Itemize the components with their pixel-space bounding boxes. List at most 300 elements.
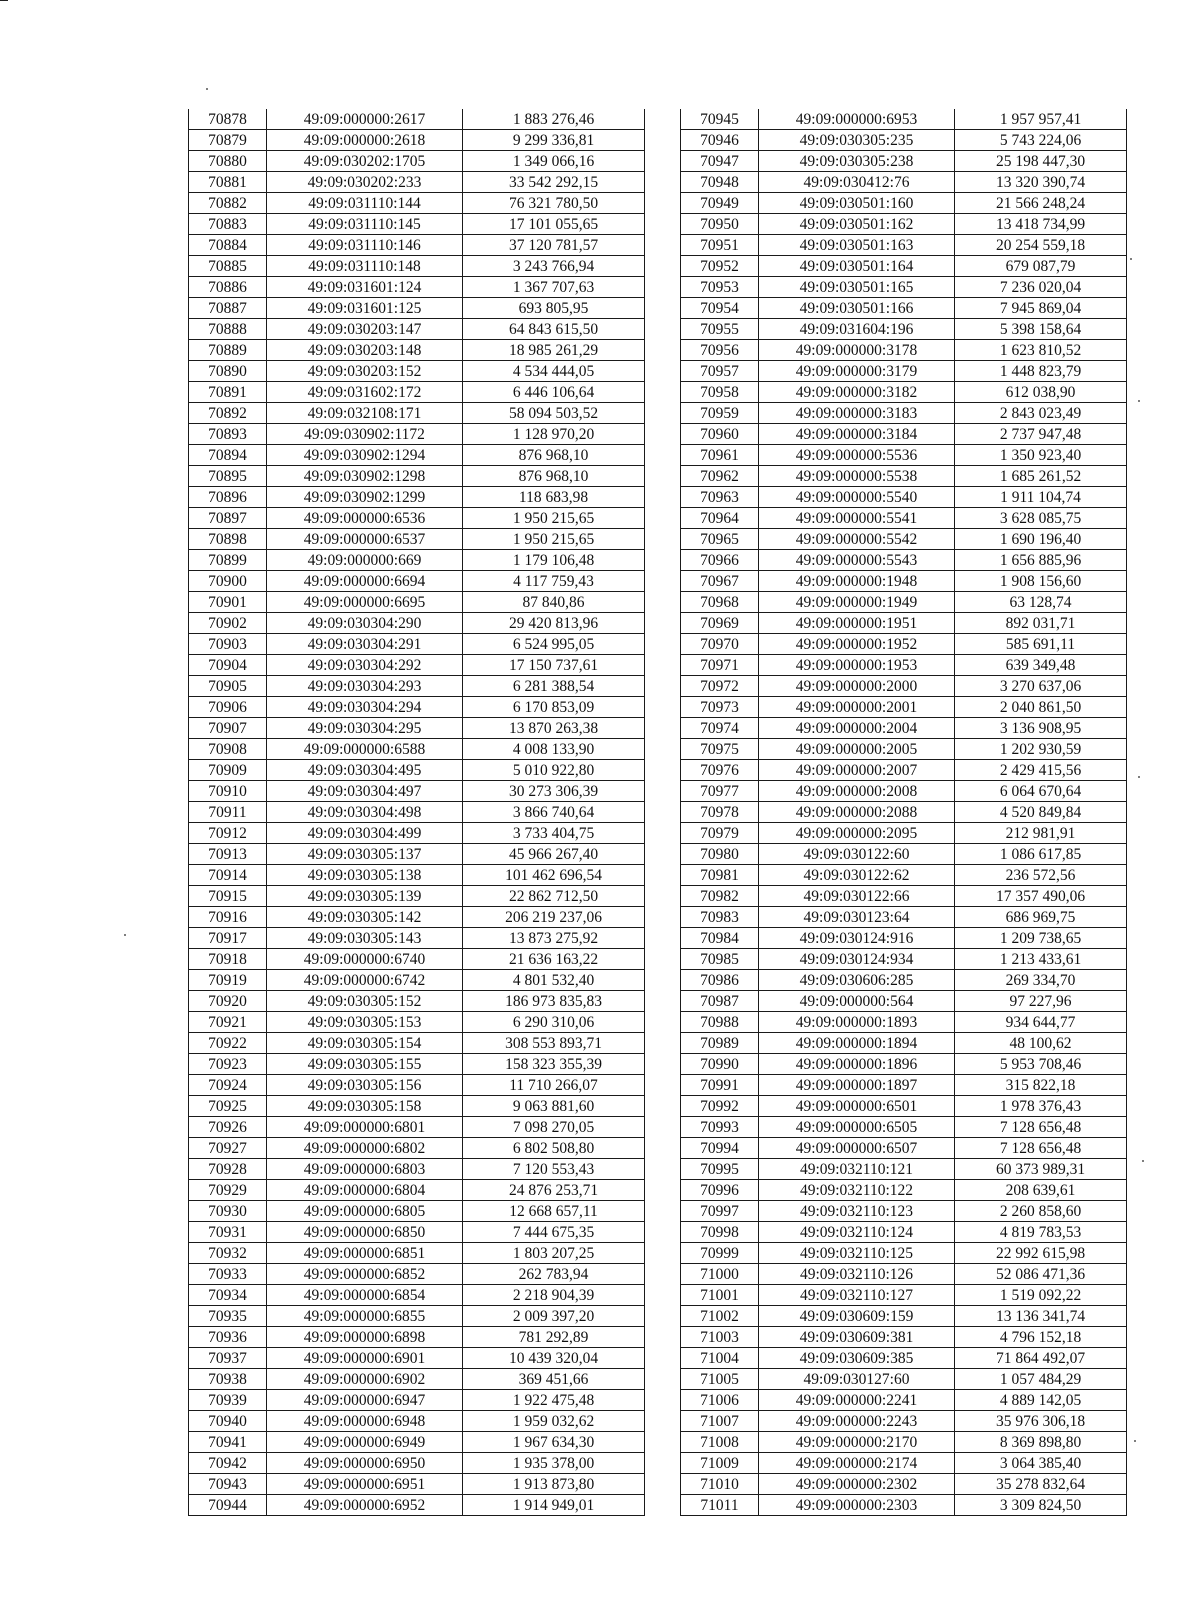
row-number-cell: 70996	[681, 1180, 759, 1201]
table-row	[681, 256, 1127, 277]
row-number-cell: 70885	[189, 256, 267, 277]
table-row	[681, 634, 1127, 655]
table-row	[681, 1453, 1127, 1474]
cadastral-number-cell: 49:09:030412:76	[759, 172, 955, 193]
cadastral-value-cell: 1 911 104,74	[955, 487, 1127, 508]
cadastral-value-cell: 5 010 922,80	[463, 760, 645, 781]
row-number-cell: 71010	[681, 1474, 759, 1495]
cadastral-number-cell: 49:09:000000:2001	[759, 697, 955, 718]
table-row	[189, 1201, 645, 1222]
cadastral-value-cell: 686 969,75	[955, 907, 1127, 928]
row-number-cell: 70994	[681, 1138, 759, 1159]
row-number-cell: 70883	[189, 214, 267, 235]
scan-speck	[1142, 1160, 1144, 1162]
cadastral-number-cell: 49:09:031110:146	[267, 235, 463, 256]
row-number-cell: 70917	[189, 928, 267, 949]
table-row	[189, 487, 645, 508]
cadastral-table-left	[188, 109, 645, 1516]
row-number-cell: 70918	[189, 949, 267, 970]
cadastral-value-cell: 1 967 634,30	[463, 1432, 645, 1453]
cadastral-number-cell: 49:09:030203:147	[267, 319, 463, 340]
cadastral-number-cell: 49:09:030304:295	[267, 718, 463, 739]
cadastral-value-cell: 1 908 156,60	[955, 571, 1127, 592]
table-row	[681, 382, 1127, 403]
table-row	[189, 1390, 645, 1411]
cadastral-number-cell: 49:09:031110:144	[267, 193, 463, 214]
cadastral-value-cell: 52 086 471,36	[955, 1264, 1127, 1285]
table-row	[681, 214, 1127, 235]
cadastral-number-cell: 49:09:000000:1893	[759, 1012, 955, 1033]
row-number-cell: 70908	[189, 739, 267, 760]
table-row	[681, 823, 1127, 844]
cadastral-number-cell: 49:09:032110:125	[759, 1243, 955, 1264]
cadastral-number-cell: 49:09:030501:166	[759, 298, 955, 319]
cadastral-number-cell: 49:09:030609:385	[759, 1348, 955, 1369]
row-number-cell: 71005	[681, 1369, 759, 1390]
cadastral-value-cell: 315 822,18	[955, 1075, 1127, 1096]
table-row	[189, 991, 645, 1012]
row-number-cell: 70952	[681, 256, 759, 277]
cadastral-value-cell: 1 448 823,79	[955, 361, 1127, 382]
row-number-cell: 70901	[189, 592, 267, 613]
table-row	[681, 193, 1127, 214]
cadastral-number-cell: 49:09:000000:5541	[759, 508, 955, 529]
row-number-cell: 70891	[189, 382, 267, 403]
cadastral-value-cell: 7 120 553,43	[463, 1159, 645, 1180]
table-row	[681, 991, 1127, 1012]
cadastral-value-cell: 934 644,77	[955, 1012, 1127, 1033]
row-number-cell: 70910	[189, 781, 267, 802]
cadastral-number-cell: 49:09:000000:3179	[759, 361, 955, 382]
table-row	[681, 424, 1127, 445]
cadastral-value-cell: 63 128,74	[955, 592, 1127, 613]
table-row	[681, 676, 1127, 697]
table-row	[189, 760, 645, 781]
cadastral-value-cell: 35 278 832,64	[955, 1474, 1127, 1495]
cadastral-value-cell: 21 566 248,24	[955, 193, 1127, 214]
cadastral-number-cell: 49:09:031110:148	[267, 256, 463, 277]
row-number-cell: 70993	[681, 1117, 759, 1138]
table-row	[681, 1054, 1127, 1075]
row-number-cell: 70896	[189, 487, 267, 508]
cadastral-number-cell: 49:09:030124:916	[759, 928, 955, 949]
cadastral-number-cell: 49:09:030902:1298	[267, 466, 463, 487]
table-body-right	[681, 109, 1127, 1516]
table-row	[681, 277, 1127, 298]
row-number-cell: 70965	[681, 529, 759, 550]
table-row	[189, 130, 645, 151]
cadastral-value-cell: 6 290 310,06	[463, 1012, 645, 1033]
table-row	[189, 298, 645, 319]
row-number-cell: 70988	[681, 1012, 759, 1033]
table-row	[681, 1138, 1127, 1159]
cadastral-value-cell: 186 973 835,83	[463, 991, 645, 1012]
row-number-cell: 70991	[681, 1075, 759, 1096]
row-number-cell: 70921	[189, 1012, 267, 1033]
cadastral-number-cell: 49:09:000000:5538	[759, 466, 955, 487]
row-number-cell: 70900	[189, 571, 267, 592]
cadastral-number-cell: 49:09:000000:6588	[267, 739, 463, 760]
cadastral-value-cell: 1 128 970,20	[463, 424, 645, 445]
table-row	[189, 172, 645, 193]
row-number-cell: 70925	[189, 1096, 267, 1117]
cadastral-value-cell: 48 100,62	[955, 1033, 1127, 1054]
cadastral-value-cell: 9 299 336,81	[463, 130, 645, 151]
row-number-cell: 70933	[189, 1264, 267, 1285]
row-number-cell: 70987	[681, 991, 759, 1012]
table-row	[189, 1348, 645, 1369]
cadastral-value-cell: 1 202 930,59	[955, 739, 1127, 760]
cadastral-value-cell: 639 349,48	[955, 655, 1127, 676]
cadastral-number-cell: 49:09:030305:235	[759, 130, 955, 151]
table-row	[189, 886, 645, 907]
table-row	[681, 1432, 1127, 1453]
row-number-cell: 70944	[189, 1495, 267, 1516]
cadastral-value-cell: 369 451,66	[463, 1369, 645, 1390]
table-row	[681, 445, 1127, 466]
table-row	[189, 1243, 645, 1264]
cadastral-value-cell: 679 087,79	[955, 256, 1127, 277]
row-number-cell: 71009	[681, 1453, 759, 1474]
row-number-cell: 70967	[681, 571, 759, 592]
cadastral-number-cell: 49:09:000000:669	[267, 550, 463, 571]
cadastral-number-cell: 49:09:030305:153	[267, 1012, 463, 1033]
cadastral-value-cell: 1 685 261,52	[955, 466, 1127, 487]
row-number-cell: 70995	[681, 1159, 759, 1180]
cadastral-number-cell: 49:09:030304:294	[267, 697, 463, 718]
table-row	[189, 1117, 645, 1138]
cadastral-value-cell: 13 320 390,74	[955, 172, 1127, 193]
cadastral-number-cell: 49:09:000000:1897	[759, 1075, 955, 1096]
table-row	[681, 928, 1127, 949]
table-row	[681, 298, 1127, 319]
table-row	[681, 1285, 1127, 1306]
cadastral-value-cell: 876 968,10	[463, 445, 645, 466]
cadastral-value-cell: 6 802 508,80	[463, 1138, 645, 1159]
cadastral-value-cell: 212 981,91	[955, 823, 1127, 844]
cadastral-value-cell: 1 922 475,48	[463, 1390, 645, 1411]
cadastral-number-cell: 49:09:000000:6851	[267, 1243, 463, 1264]
cadastral-number-cell: 49:09:000000:2174	[759, 1453, 955, 1474]
cadastral-value-cell: 236 572,56	[955, 865, 1127, 886]
table-row	[681, 1243, 1127, 1264]
table-row	[189, 319, 645, 340]
table-row	[681, 655, 1127, 676]
cadastral-number-cell: 49:09:030304:498	[267, 802, 463, 823]
table-row	[189, 214, 645, 235]
table-row	[681, 1075, 1127, 1096]
row-number-cell: 70886	[189, 277, 267, 298]
cadastral-number-cell: 49:09:000000:2007	[759, 760, 955, 781]
row-number-cell: 70977	[681, 781, 759, 802]
cadastral-value-cell: 1 057 484,29	[955, 1369, 1127, 1390]
table-row	[189, 802, 645, 823]
row-number-cell: 70948	[681, 172, 759, 193]
cadastral-number-cell: 49:09:000000:6537	[267, 529, 463, 550]
row-number-cell: 70976	[681, 760, 759, 781]
table-row	[681, 1390, 1127, 1411]
row-number-cell: 70882	[189, 193, 267, 214]
cadastral-number-cell: 49:09:030304:293	[267, 676, 463, 697]
cadastral-number-cell: 49:09:000000:5540	[759, 487, 955, 508]
row-number-cell: 70935	[189, 1306, 267, 1327]
cadastral-number-cell: 49:09:031601:125	[267, 298, 463, 319]
cadastral-number-cell: 49:09:000000:6854	[267, 1285, 463, 1306]
row-number-cell: 70980	[681, 844, 759, 865]
cadastral-number-cell: 49:09:030902:1172	[267, 424, 463, 445]
row-number-cell: 70968	[681, 592, 759, 613]
row-number-cell: 70881	[189, 172, 267, 193]
row-number-cell: 70938	[189, 1369, 267, 1390]
cadastral-number-cell: 49:09:032110:122	[759, 1180, 955, 1201]
table-row	[189, 571, 645, 592]
table-row	[681, 1306, 1127, 1327]
row-number-cell: 70942	[189, 1453, 267, 1474]
cadastral-number-cell: 49:09:000000:2303	[759, 1495, 955, 1516]
row-number-cell: 70943	[189, 1474, 267, 1495]
row-number-cell: 70913	[189, 844, 267, 865]
row-number-cell: 70924	[189, 1075, 267, 1096]
cadastral-number-cell: 49:09:030304:292	[267, 655, 463, 676]
cadastral-value-cell: 3 866 740,64	[463, 802, 645, 823]
row-number-cell: 70878	[189, 109, 267, 130]
cadastral-value-cell: 6 524 995,05	[463, 634, 645, 655]
cadastral-value-cell: 2 429 415,56	[955, 760, 1127, 781]
table-row	[189, 1075, 645, 1096]
row-number-cell: 70962	[681, 466, 759, 487]
row-number-cell: 70941	[189, 1432, 267, 1453]
cadastral-value-cell: 781 292,89	[463, 1327, 645, 1348]
row-number-cell: 70929	[189, 1180, 267, 1201]
cadastral-value-cell: 71 864 492,07	[955, 1348, 1127, 1369]
cadastral-value-cell: 1 914 949,01	[463, 1495, 645, 1516]
table-row	[189, 277, 645, 298]
table-row	[189, 1474, 645, 1495]
cadastral-number-cell: 49:09:000000:6802	[267, 1138, 463, 1159]
cadastral-value-cell: 13 418 734,99	[955, 214, 1127, 235]
row-number-cell: 70989	[681, 1033, 759, 1054]
cadastral-value-cell: 45 966 267,40	[463, 844, 645, 865]
cadastral-value-cell: 22 992 615,98	[955, 1243, 1127, 1264]
table-row	[189, 655, 645, 676]
cadastral-number-cell: 49:09:000000:1894	[759, 1033, 955, 1054]
table-row	[189, 445, 645, 466]
cadastral-number-cell: 49:09:000000:6852	[267, 1264, 463, 1285]
cadastral-number-cell: 49:09:030305:158	[267, 1096, 463, 1117]
cadastral-value-cell: 5 953 708,46	[955, 1054, 1127, 1075]
cadastral-value-cell: 13 870 263,38	[463, 718, 645, 739]
cadastral-number-cell: 49:09:000000:6949	[267, 1432, 463, 1453]
table-row	[681, 886, 1127, 907]
cadastral-number-cell: 49:09:030304:290	[267, 613, 463, 634]
row-number-cell: 70975	[681, 739, 759, 760]
table-row	[189, 151, 645, 172]
table-row	[681, 1201, 1127, 1222]
scan-speck	[1130, 258, 1132, 260]
row-number-cell: 70969	[681, 613, 759, 634]
row-number-cell: 70923	[189, 1054, 267, 1075]
cadastral-number-cell: 49:09:030305:138	[267, 865, 463, 886]
table-row	[189, 592, 645, 613]
table-row	[681, 1033, 1127, 1054]
table-row	[189, 1285, 645, 1306]
row-number-cell: 70936	[189, 1327, 267, 1348]
row-number-cell: 70931	[189, 1222, 267, 1243]
cadastral-number-cell: 49:09:000000:3182	[759, 382, 955, 403]
cadastral-value-cell: 118 683,98	[463, 487, 645, 508]
row-number-cell: 70884	[189, 235, 267, 256]
table-row	[681, 613, 1127, 634]
row-number-cell: 71011	[681, 1495, 759, 1516]
cadastral-number-cell: 49:09:032110:121	[759, 1159, 955, 1180]
cadastral-value-cell: 30 273 306,39	[463, 781, 645, 802]
table-row	[681, 1264, 1127, 1285]
row-number-cell: 70964	[681, 508, 759, 529]
row-number-cell: 70963	[681, 487, 759, 508]
table-row	[681, 1369, 1127, 1390]
table-row	[681, 466, 1127, 487]
row-number-cell: 70985	[681, 949, 759, 970]
cadastral-value-cell: 158 323 355,39	[463, 1054, 645, 1075]
cadastral-value-cell: 6 170 853,09	[463, 697, 645, 718]
table-row	[189, 466, 645, 487]
table-row	[681, 172, 1127, 193]
table-row	[189, 781, 645, 802]
table-row	[681, 907, 1127, 928]
cadastral-number-cell: 49:09:030122:66	[759, 886, 955, 907]
row-number-cell: 70954	[681, 298, 759, 319]
table-row	[681, 1474, 1127, 1495]
table-row	[189, 361, 645, 382]
row-number-cell: 70949	[681, 193, 759, 214]
row-number-cell: 70986	[681, 970, 759, 991]
table-row	[189, 1033, 645, 1054]
row-number-cell: 71007	[681, 1411, 759, 1432]
cadastral-number-cell: 49:09:030609:159	[759, 1306, 955, 1327]
row-number-cell: 70946	[681, 130, 759, 151]
cadastral-number-cell: 49:09:000000:2005	[759, 739, 955, 760]
cadastral-value-cell: 1 950 215,65	[463, 508, 645, 529]
cadastral-value-cell: 13 136 341,74	[955, 1306, 1127, 1327]
table-row	[681, 760, 1127, 781]
table-row	[681, 109, 1127, 130]
table-row	[681, 319, 1127, 340]
table-row	[189, 403, 645, 424]
table-row	[189, 1159, 645, 1180]
cadastral-number-cell: 49:09:000000:6948	[267, 1411, 463, 1432]
row-number-cell: 70895	[189, 466, 267, 487]
cadastral-value-cell: 3 136 908,95	[955, 718, 1127, 739]
cadastral-number-cell: 49:09:000000:6507	[759, 1138, 955, 1159]
row-number-cell: 70974	[681, 718, 759, 739]
cadastral-number-cell: 49:09:000000:3184	[759, 424, 955, 445]
cadastral-value-cell: 29 420 813,96	[463, 613, 645, 634]
cadastral-value-cell: 4 796 152,18	[955, 1327, 1127, 1348]
row-number-cell: 70971	[681, 655, 759, 676]
cadastral-value-cell: 11 710 266,07	[463, 1075, 645, 1096]
cadastral-number-cell: 49:09:000000:564	[759, 991, 955, 1012]
row-number-cell: 70966	[681, 550, 759, 571]
cadastral-number-cell: 49:09:000000:6742	[267, 970, 463, 991]
table-row	[189, 340, 645, 361]
row-number-cell: 70906	[189, 697, 267, 718]
cadastral-number-cell: 49:09:000000:2617	[267, 109, 463, 130]
row-number-cell: 70973	[681, 697, 759, 718]
table-body-left	[189, 109, 645, 1516]
row-number-cell: 70887	[189, 298, 267, 319]
scan-speck	[1138, 776, 1140, 778]
cadastral-value-cell: 2 737 947,48	[955, 424, 1127, 445]
table-row	[681, 361, 1127, 382]
cadastral-number-cell: 49:09:000000:6951	[267, 1474, 463, 1495]
cadastral-value-cell: 1 959 032,62	[463, 1411, 645, 1432]
cadastral-number-cell: 49:09:030609:381	[759, 1327, 955, 1348]
row-number-cell: 70983	[681, 907, 759, 928]
cadastral-value-cell: 2 218 904,39	[463, 1285, 645, 1306]
row-number-cell: 70912	[189, 823, 267, 844]
row-number-cell: 70928	[189, 1159, 267, 1180]
table-row	[189, 697, 645, 718]
row-number-cell: 70879	[189, 130, 267, 151]
cadastral-number-cell: 49:09:000000:1896	[759, 1054, 955, 1075]
cadastral-value-cell: 1 350 923,40	[955, 445, 1127, 466]
cadastral-number-cell: 49:09:000000:1949	[759, 592, 955, 613]
cadastral-value-cell: 60 373 989,31	[955, 1159, 1127, 1180]
row-number-cell: 70892	[189, 403, 267, 424]
cadastral-value-cell: 3 243 766,94	[463, 256, 645, 277]
cadastral-value-cell: 4 117 759,43	[463, 571, 645, 592]
cadastral-number-cell: 49:09:000000:6898	[267, 1327, 463, 1348]
cadastral-number-cell: 49:09:000000:2004	[759, 718, 955, 739]
row-number-cell: 70959	[681, 403, 759, 424]
cadastral-number-cell: 49:09:000000:6952	[267, 1495, 463, 1516]
row-number-cell: 70961	[681, 445, 759, 466]
row-number-cell: 70907	[189, 718, 267, 739]
cadastral-value-cell: 693 805,95	[463, 298, 645, 319]
cadastral-value-cell: 12 668 657,11	[463, 1201, 645, 1222]
row-number-cell: 70888	[189, 319, 267, 340]
cadastral-value-cell: 7 444 675,35	[463, 1222, 645, 1243]
table-row	[189, 1495, 645, 1516]
table-row	[189, 676, 645, 697]
row-number-cell: 71006	[681, 1390, 759, 1411]
table-row	[681, 802, 1127, 823]
scan-speck	[1138, 400, 1140, 402]
cadastral-value-cell: 892 031,71	[955, 613, 1127, 634]
cadastral-value-cell: 1 213 433,61	[955, 949, 1127, 970]
cadastral-value-cell: 4 520 849,84	[955, 802, 1127, 823]
cadastral-value-cell: 269 334,70	[955, 970, 1127, 991]
table-row	[189, 1264, 645, 1285]
table-row	[681, 697, 1127, 718]
cadastral-number-cell: 49:09:030501:165	[759, 277, 955, 298]
cadastral-value-cell: 1 950 215,65	[463, 529, 645, 550]
row-number-cell: 70890	[189, 361, 267, 382]
cadastral-number-cell: 49:09:030305:152	[267, 991, 463, 1012]
table-row	[681, 1495, 1127, 1516]
row-number-cell: 70914	[189, 865, 267, 886]
cadastral-number-cell: 49:09:032110:124	[759, 1222, 955, 1243]
table-row	[189, 235, 645, 256]
cadastral-value-cell: 25 198 447,30	[955, 151, 1127, 172]
table-row	[681, 130, 1127, 151]
cadastral-number-cell: 49:09:000000:2000	[759, 676, 955, 697]
table-row	[189, 634, 645, 655]
row-number-cell: 70982	[681, 886, 759, 907]
table-row	[189, 718, 645, 739]
cadastral-value-cell: 5 743 224,06	[955, 130, 1127, 151]
cadastral-number-cell: 49:09:031602:172	[267, 382, 463, 403]
